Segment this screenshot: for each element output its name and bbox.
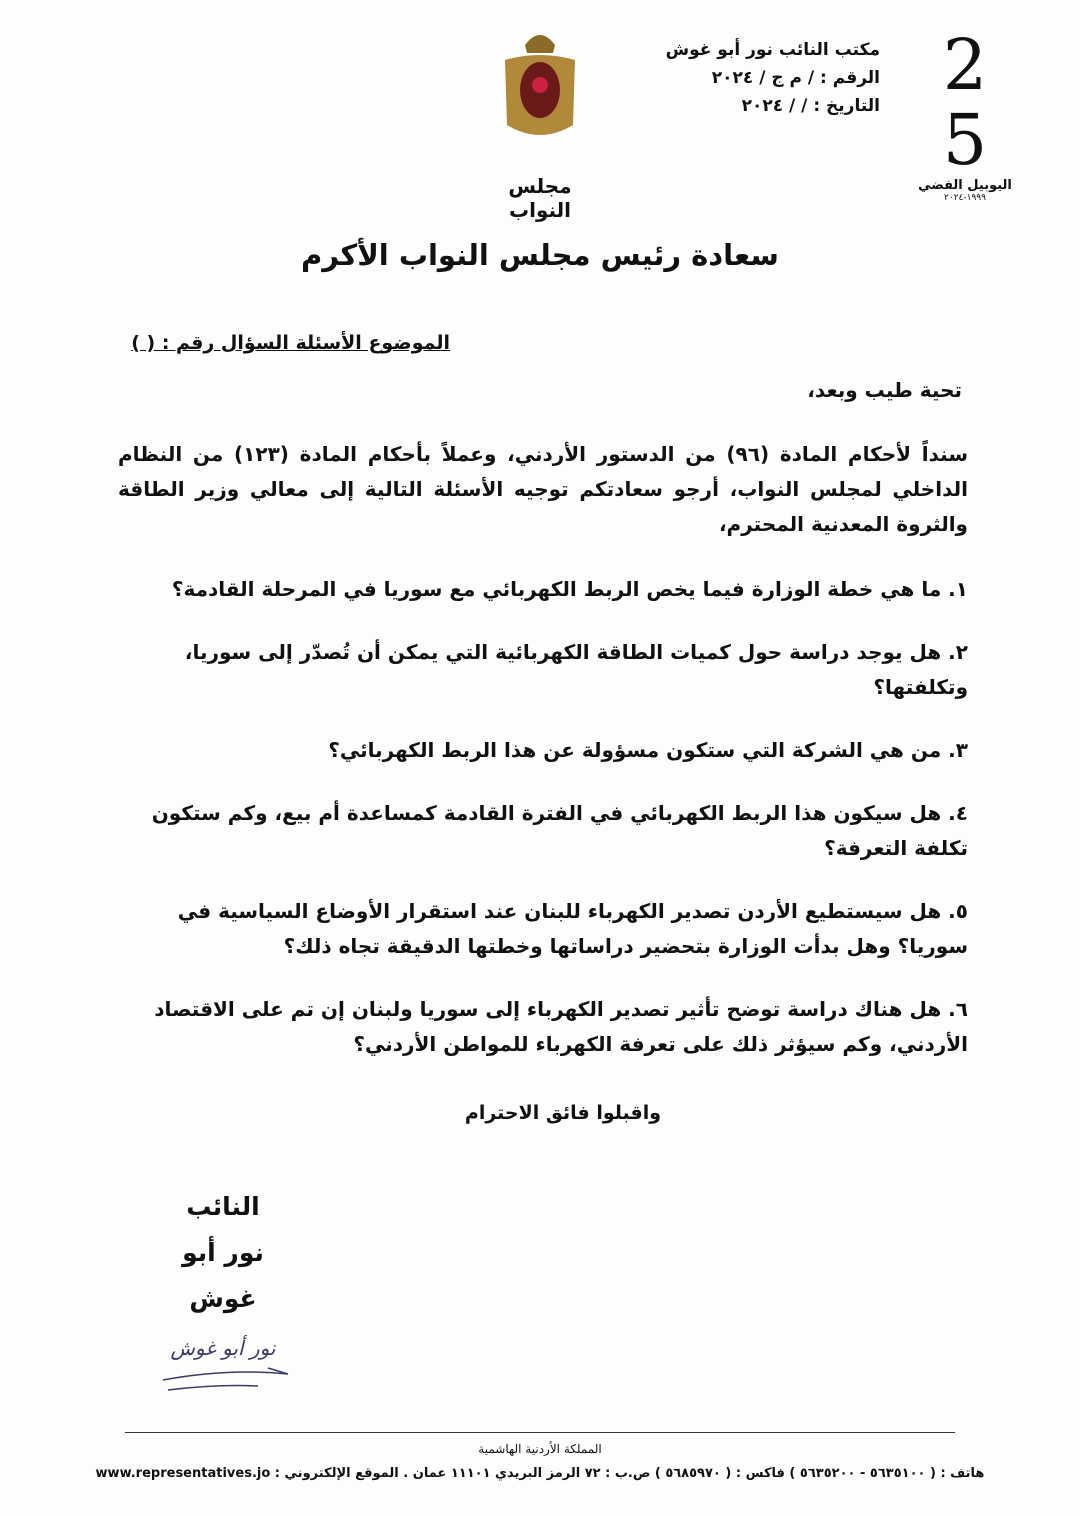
signature-block (148, 1184, 298, 1322)
signature-title: النائب (186, 1192, 260, 1221)
question-5: ٥. هل سيستطيع الأردن تصدير الكهرباء للبنان عند استقرار الأوضاع السياسية في سوريا؟ وهل بدأت الوزارة بتحضير دراساتها وخطتها الدقيقة تجاه ذلك؟ (177, 899, 968, 958)
office-header (666, 36, 880, 120)
greeting: تحية طيب وبعد، (807, 378, 962, 402)
coat-of-arms (490, 25, 590, 222)
handwritten-signature: نور أبو غوش (170, 1336, 276, 1360)
footer-contact: هاتف : ( ٥٦٣٥١٠٠ - ٥٦٣٥٢٠٠ ) فاكس : ( ٥٦٨٥٩٧٠ ) ص.ب : ٧٢ الرمز البريدي ١١١٠١ عمان . الموقع الإلكتروني : www.representatives.jo (95, 1466, 985, 1481)
jubilee-logo (910, 24, 1020, 203)
question-1: ١. ما هي خطة الوزارة فيما يخص الربط الكهربائي مع سوريا في المرحلة القادمة؟ (171, 577, 968, 601)
question-2: ٢. هل يوجد دراسة حول كميات الطاقة الكهربائية التي يمكن أن تُصدّر إلى سوريا، وتكلفتها؟ (184, 640, 968, 699)
date-line: التاريخ : / / ٢٠٢٤ (741, 96, 880, 116)
jubilee-caption: اليوبيل الفضي (918, 178, 1012, 193)
emblem-caption: مجلس النواب (508, 174, 572, 222)
letter-body (118, 437, 968, 1404)
question-6: ٦. هل هناك دراسة توضح تأثير تصدير الكهرباء إلى سوريا ولبنان إن تم على الاقتصاد الأردني، وكم سيؤثر ذلك على تعرفة الكهرباء للمواطن الأردني؟ (154, 997, 968, 1056)
intro-paragraph: سنداً لأحكام المادة (٩٦) من الدستور الأردني، وعملاً بأحكام المادة (١٢٣) من النظام الداخلي لمجلس النواب، أرجو سعادتكم توجيه الأسئلة التالية إلى معالي وزير الطاقة والثروة المعدنية المحترم، (118, 442, 968, 536)
coat-of-arms-icon (495, 25, 585, 150)
jubilee-numeral-icon: 2 5 (942, 24, 988, 181)
signature-name: نور أبو غوش (182, 1238, 264, 1313)
jubilee-years: ١٩٩٩-٢٠٢٤ (944, 193, 986, 203)
office-name: مكتب النائب نور أبو غوش (665, 40, 880, 60)
question-3: ٣. من هي الشركة التي ستكون مسؤولة عن هذا الربط الكهربائي؟ (328, 738, 968, 762)
question-4: ٤. هل سيكون هذا الربط الكهربائي في الفترة القادمة كمساعدة أم بيع، وكم ستكون تكلفة التعرفة؟ (151, 801, 968, 860)
closing: واقبلوا فائق الاحترام (464, 1102, 662, 1124)
signature-stroke-icon (158, 1360, 298, 1400)
addressee: سعادة رئيس مجلس النواب الأكرم (301, 238, 779, 272)
footer-kingdom: المملكة الأردنية الهاشمية (478, 1442, 602, 1456)
reference-number: الرقم : / م ج / ٢٠٢٤ (711, 68, 880, 88)
subject-line: الموضوع الأسئلة السؤال رقم : ( ) (131, 332, 450, 354)
footer-divider (125, 1432, 955, 1433)
signature-stroke (158, 1360, 298, 1404)
